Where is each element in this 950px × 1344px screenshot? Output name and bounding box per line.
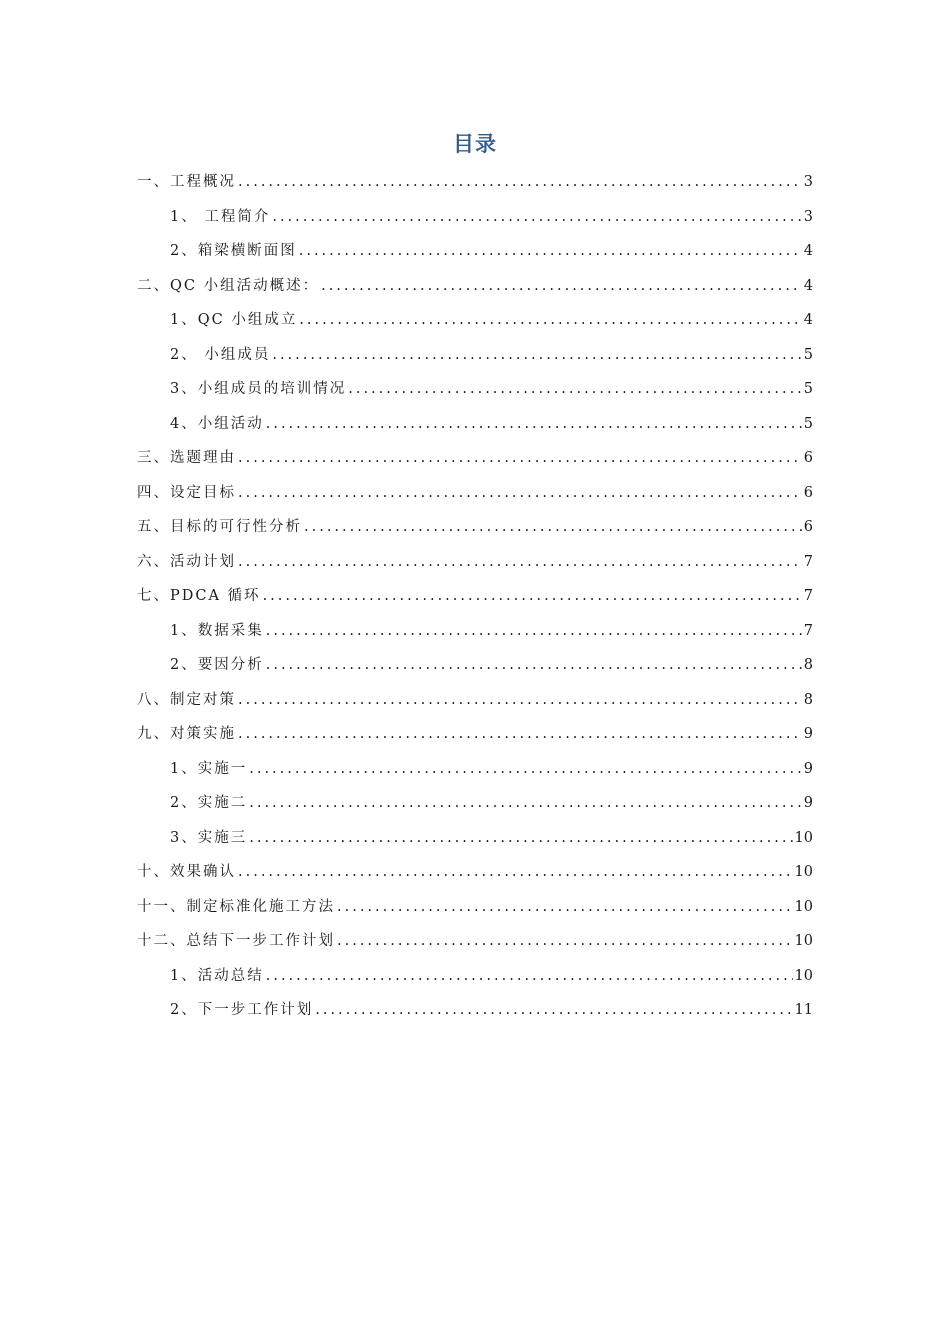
toc-entry-page-number: 4 xyxy=(803,243,813,259)
toc-list xyxy=(137,170,813,1033)
toc-entry[interactable] xyxy=(137,170,813,205)
toc-dot-leader xyxy=(304,519,802,535)
toc-dot-leader xyxy=(299,243,802,259)
toc-entry-label: 1、实施一 xyxy=(170,760,248,777)
toc-entry-page-number: 8 xyxy=(803,657,813,673)
toc-title: 目录 xyxy=(453,132,497,156)
toc-entry-label: 六、活动计划 xyxy=(137,553,236,570)
toc-entry-label: 十、效果确认 xyxy=(137,864,236,880)
toc-entry[interactable] xyxy=(137,274,813,309)
toc-entry[interactable] xyxy=(137,377,813,412)
toc-entry[interactable] xyxy=(137,791,813,826)
toc-entry-label: 3、小组成员的培训情况 xyxy=(170,381,347,397)
toc-dot-leader xyxy=(321,278,802,294)
toc-entry[interactable] xyxy=(137,412,813,447)
toc-dot-leader xyxy=(238,450,802,466)
toc-entry-page-number: 5 xyxy=(803,346,813,363)
toc-entry-label: 二、QC 小组活动概述： xyxy=(137,277,320,294)
toc-dot-leader xyxy=(263,588,802,604)
toc-entry[interactable] xyxy=(137,688,813,723)
toc-dot-leader xyxy=(238,485,802,501)
toc-entry-page-number: 9 xyxy=(803,726,813,742)
toc-entry-label: 八、制定对策 xyxy=(137,691,236,708)
toc-entry-label: 3、实施三 xyxy=(170,829,248,846)
toc-entry-label: 2、要因分析 xyxy=(170,657,264,673)
toc-dot-leader xyxy=(249,761,802,777)
toc-entry-page-number: 11 xyxy=(794,1002,813,1018)
toc-entry-page-number: 9 xyxy=(803,795,813,811)
toc-entry-label: 十二、总结下一步工作计划 xyxy=(137,933,335,949)
toc-entry[interactable] xyxy=(137,308,813,343)
toc-dot-leader xyxy=(249,830,792,846)
toc-entry[interactable] xyxy=(137,722,813,757)
toc-entry-page-number: 7 xyxy=(803,553,813,570)
toc-entry[interactable] xyxy=(137,826,813,861)
toc-entry-label: 1、数据采集 xyxy=(170,622,264,639)
toc-dot-leader xyxy=(238,726,802,742)
toc-entry-page-number: 10 xyxy=(794,829,813,846)
toc-entry-page-number: 6 xyxy=(803,484,813,501)
toc-dot-leader xyxy=(249,795,802,811)
toc-entry-page-number: 5 xyxy=(803,381,813,397)
toc-entry-page-number: 10 xyxy=(794,898,813,915)
toc-entry-label: 4、小组活动 xyxy=(170,415,264,432)
toc-entry-label: 七、PDCA 循环 xyxy=(137,588,261,604)
toc-dot-leader xyxy=(266,623,802,639)
toc-entry-page-number: 10 xyxy=(794,967,813,984)
toc-entry-page-number: 3 xyxy=(803,174,813,190)
toc-entry-page-number: 4 xyxy=(803,312,813,328)
toc-dot-leader xyxy=(337,899,793,915)
toc-entry[interactable] xyxy=(137,653,813,688)
toc-entry-label: 1、 工程简介 xyxy=(170,208,271,225)
toc-entry[interactable] xyxy=(137,343,813,378)
toc-entry-label: 2、实施二 xyxy=(170,795,248,811)
toc-dot-leader xyxy=(266,416,802,432)
toc-entry[interactable] xyxy=(137,619,813,654)
toc-entry-label: 五、目标的可行性分析 xyxy=(137,519,302,535)
toc-entry[interactable] xyxy=(137,205,813,240)
toc-dot-leader xyxy=(315,1002,792,1018)
toc-entry-page-number: 6 xyxy=(803,519,813,535)
toc-entry-page-number: 8 xyxy=(803,691,813,708)
toc-entry[interactable] xyxy=(137,929,813,964)
toc-entry-page-number: 5 xyxy=(803,415,813,432)
toc-entry-label: 四、设定目标 xyxy=(137,484,236,501)
toc-entry-label: 一、工程概况 xyxy=(137,174,236,190)
toc-entry-page-number: 6 xyxy=(803,450,813,466)
toc-dot-leader xyxy=(266,657,802,673)
toc-dot-leader xyxy=(272,347,801,363)
toc-entry-page-number: 10 xyxy=(794,933,813,949)
toc-dot-leader xyxy=(272,209,801,225)
toc-entry-label: 九、对策实施 xyxy=(137,726,236,742)
toc-entry[interactable] xyxy=(137,998,813,1033)
toc-dot-leader xyxy=(238,174,802,190)
toc-entry-label: 2、箱梁横断面图 xyxy=(170,243,297,259)
toc-entry-label: 三、选题理由 xyxy=(137,450,236,466)
toc-entry[interactable] xyxy=(137,757,813,792)
toc-dot-leader xyxy=(238,864,793,880)
toc-entry-page-number: 10 xyxy=(794,864,813,880)
toc-entry-label: 1、QC 小组成立 xyxy=(170,312,298,328)
toc-entry-label: 2、下一步工作计划 xyxy=(170,1002,314,1018)
toc-entry[interactable] xyxy=(137,239,813,274)
toc-entry[interactable] xyxy=(137,584,813,619)
toc-dot-leader xyxy=(238,692,802,708)
toc-dot-leader xyxy=(299,312,801,328)
toc-entry[interactable] xyxy=(137,446,813,481)
toc-dot-leader xyxy=(337,933,793,949)
toc-dot-leader xyxy=(266,968,793,984)
toc-entry-label: 2、 小组成员 xyxy=(170,346,271,363)
toc-entry[interactable] xyxy=(137,515,813,550)
toc-entry[interactable] xyxy=(137,895,813,930)
toc-entry[interactable] xyxy=(137,550,813,585)
toc-entry-page-number: 7 xyxy=(803,588,813,604)
toc-entry-label: 十一、制定标准化施工方法 xyxy=(137,898,335,915)
toc-entry-page-number: 7 xyxy=(803,622,813,639)
toc-entry-label: 1、活动总结 xyxy=(170,967,264,984)
toc-entry-page-number: 4 xyxy=(803,277,813,294)
toc-entry[interactable] xyxy=(137,860,813,895)
toc-dot-leader xyxy=(238,554,802,570)
toc-entry-page-number: 3 xyxy=(803,208,813,225)
toc-entry[interactable] xyxy=(137,964,813,999)
toc-entry[interactable] xyxy=(137,481,813,516)
toc-dot-leader xyxy=(348,381,802,397)
toc-entry-page-number: 9 xyxy=(803,760,813,777)
